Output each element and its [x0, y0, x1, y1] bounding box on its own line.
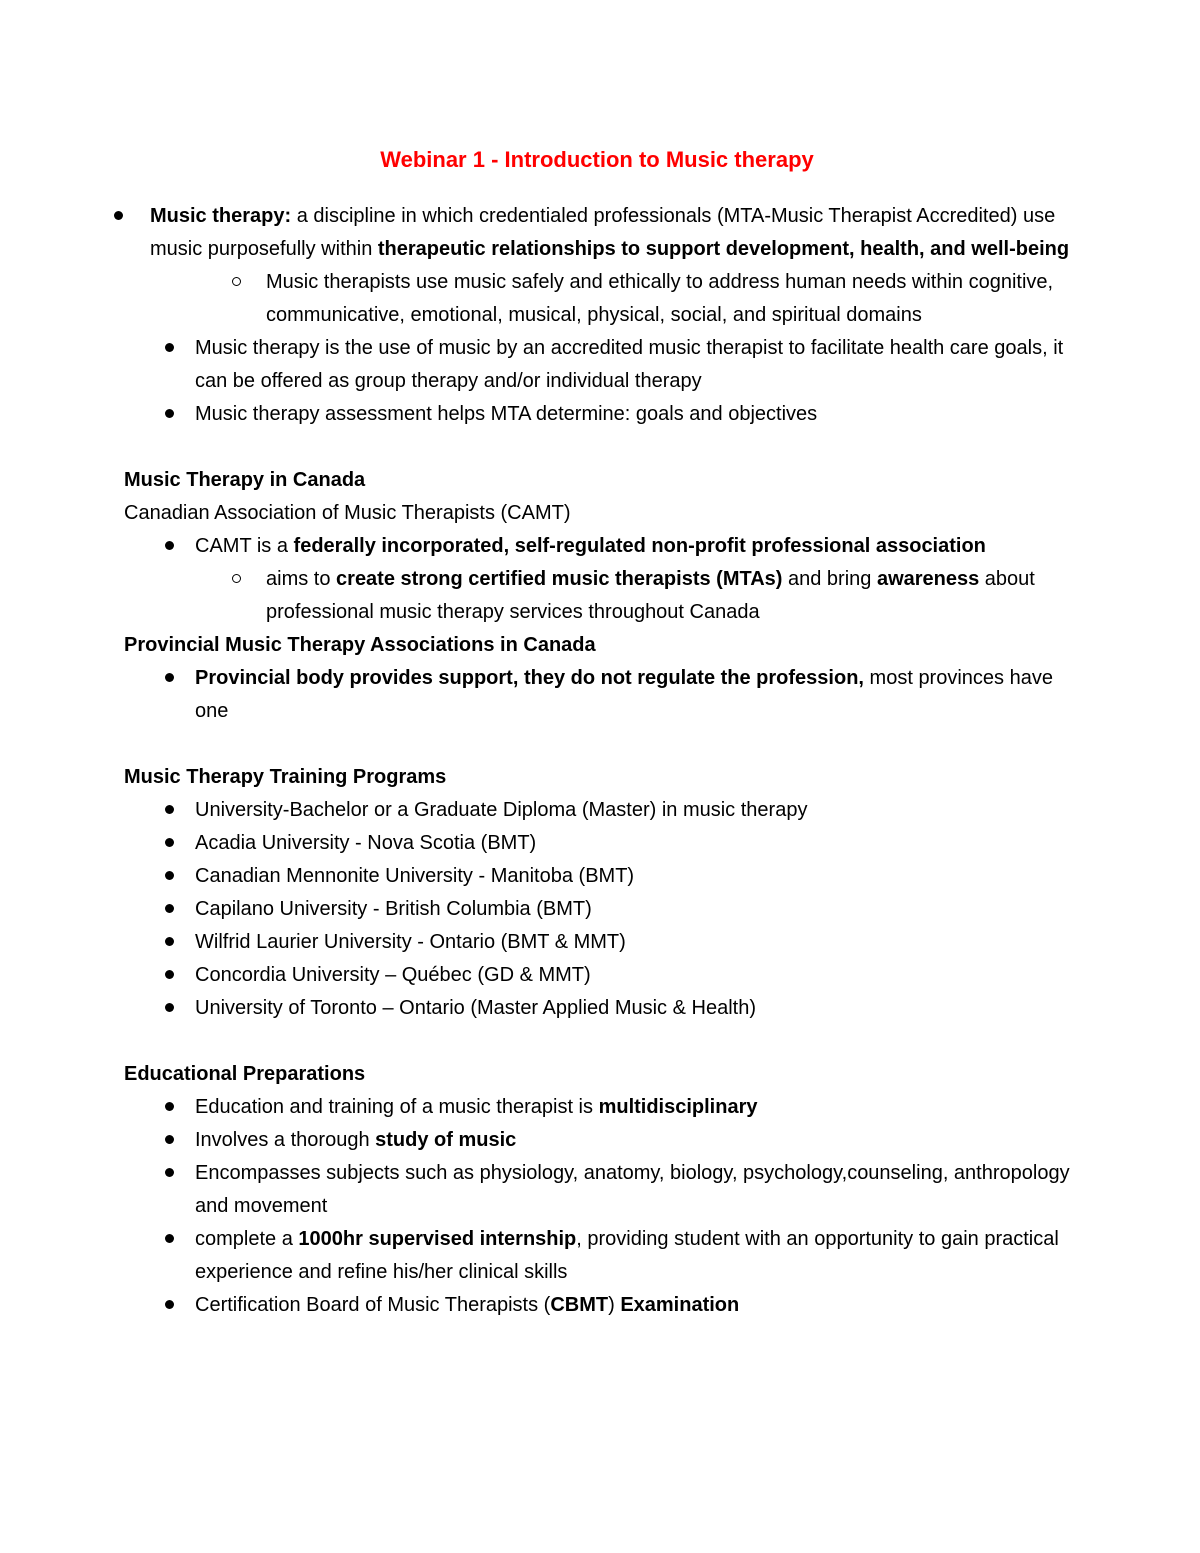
list-item: [124, 398, 1070, 431]
bullet-dot-icon: [161, 398, 177, 431]
list-item-text: about professional music therapy services throughout Canada: [266, 568, 1035, 623]
bullet-dot-icon: [161, 992, 177, 1025]
list-item-text: Music therapy is the use of music by an accredited music therapist to facilitate health care goals, it can be offered as group therapy and/or individual therapy: [195, 337, 1064, 392]
list-item: [124, 992, 1070, 1025]
bullet-dot-icon: [161, 926, 177, 959]
list-item-text: ): [608, 1294, 621, 1316]
list-item: [124, 563, 1070, 629]
list-item-text: complete a: [195, 1228, 299, 1250]
list-item-text: Concordia University – Québec (GD & MMT): [195, 964, 591, 986]
list-item: [124, 266, 1070, 332]
list-item: [124, 530, 1070, 563]
list-item-text: Certification Board of Music Therapists (: [195, 1294, 551, 1316]
intro-list: [124, 200, 1070, 431]
list-item-text: Involves a thorough: [195, 1129, 376, 1151]
bullet-dot-icon: [161, 662, 177, 695]
list-item-bold: multidisciplinary: [598, 1096, 758, 1118]
definition-bold: therapeutic relationships to support development, health, and well-being: [377, 238, 1070, 260]
list-item-text: CAMT is a: [195, 535, 294, 557]
list-item-text: Capilano University - British Columbia (BMT): [195, 898, 592, 920]
list-item: [124, 1157, 1070, 1223]
training-list: [124, 794, 1070, 1025]
camt-list: [124, 530, 1070, 629]
list-item-text: Music therapists use music safely and ethically to address human needs within cognitive, communicative, emotional, musical, physical, social, and spiritual domains: [266, 271, 1054, 326]
section-heading-education: Educational Preparations: [124, 1063, 366, 1085]
list-item-text: Acadia University - Nova Scotia (BMT): [195, 832, 537, 854]
list-item: [124, 1124, 1070, 1157]
list-item-bold: 1000hr supervised internship: [298, 1228, 577, 1250]
bullet-dot-icon: [161, 332, 177, 365]
list-item: [124, 860, 1070, 893]
page-title: Webinar 1 - Introduction to Music therapy: [380, 147, 814, 172]
list-item: [124, 959, 1070, 992]
list-item: [124, 926, 1070, 959]
bullet-dot-icon: [161, 530, 177, 563]
definition-text: a discipline in which credentialed professionals (MTA-Music Therapist Accredited) use music purposefully within: [150, 205, 1056, 260]
list-item-text: Music therapy assessment helps MTA determine: goals and objectives: [195, 403, 818, 425]
list-item: [124, 827, 1070, 860]
list-item: [124, 1091, 1070, 1124]
section-heading-canada: Music Therapy in Canada: [124, 469, 366, 491]
list-item: [124, 794, 1070, 827]
camt-org-name: Canadian Association of Music Therapists (CAMT): [124, 502, 571, 524]
list-item-bold: create strong certified music therapists (MTAs): [336, 568, 783, 590]
list-item: [124, 1289, 1070, 1322]
list-item-text: , providing student with an opportunity to gain practical experience and refine his/her clinical skills: [195, 1228, 1059, 1283]
list-item-text: Wilfrid Laurier University - Ontario (BMT & MMT): [195, 931, 626, 953]
list-item-text: aims to: [266, 568, 337, 590]
list-item-bold: CBMT: [550, 1294, 609, 1316]
bullet-dot-icon: [161, 794, 177, 827]
list-item-bold: federally incorporated, self-regulated non-profit professional association: [293, 535, 986, 557]
bullet-dot-icon: [161, 959, 177, 992]
list-item-bold: awareness: [876, 568, 980, 590]
bullet-dot-icon: [161, 1289, 177, 1322]
bullet-dot-icon: [161, 860, 177, 893]
list-item-text: Education and training of a music therapist is: [195, 1096, 599, 1118]
bullet-dot-icon: [161, 1157, 177, 1190]
definition-term: Music therapy:: [150, 205, 292, 227]
bullet-dot-icon: [110, 200, 126, 233]
list-item-bold: study of music: [375, 1129, 517, 1151]
list-item-bold: Provincial body provides support, they do not regulate the profession,: [195, 667, 864, 689]
list-item-text: Canadian Mennonite University - Manitoba (BMT): [195, 865, 635, 887]
bullet-dot-icon: [161, 1091, 177, 1124]
bullet-dot-icon: [161, 1223, 177, 1256]
list-item: [124, 893, 1070, 926]
list-item: [124, 200, 1070, 266]
list-item-text: most provinces have one: [195, 667, 1053, 722]
bullet-dot-icon: [161, 827, 177, 860]
list-item-text: University-Bachelor or a Graduate Diploma (Master) in music therapy: [195, 799, 808, 821]
provincial-list: [124, 662, 1070, 728]
bullet-dot-icon: [161, 893, 177, 926]
list-item-text: and bring: [782, 568, 877, 590]
bullet-circle-icon: [228, 563, 244, 596]
bullet-dot-icon: [161, 1124, 177, 1157]
section-heading-training: Music Therapy Training Programs: [124, 766, 447, 788]
section-heading-provincial: Provincial Music Therapy Associations in Canada: [124, 634, 596, 656]
list-item-text: Encompasses subjects such as physiology, anatomy, biology, psychology,counseling, anthropology and movement: [195, 1162, 1070, 1217]
education-list: [124, 1091, 1070, 1322]
list-item: [124, 1223, 1070, 1289]
bullet-circle-icon: [228, 266, 244, 299]
list-item-text: University of Toronto – Ontario (Master Applied Music & Health): [195, 997, 756, 1019]
list-item-bold: Examination: [620, 1294, 740, 1316]
list-item: [124, 332, 1070, 398]
list-item: [124, 662, 1070, 728]
